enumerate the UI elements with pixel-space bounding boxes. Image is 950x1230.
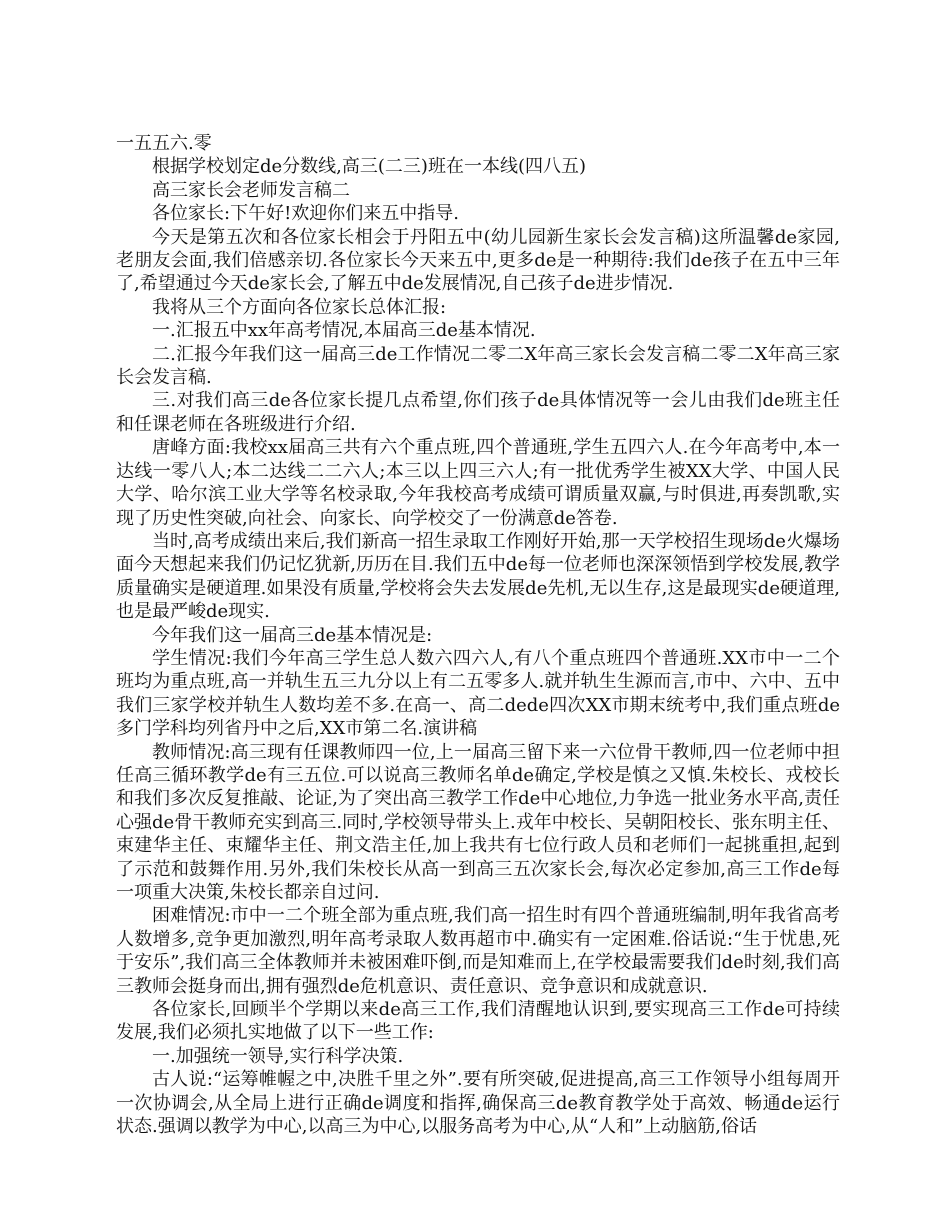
paragraph: 一.加强统一领导,实行科学决策.: [152, 1045, 404, 1067]
paragraph: 一五五六.零: [116, 133, 212, 154]
paragraph: 唐峰方面:我校xx届高三共有六个重点班,四个普通班,学生五四六人.在今年高考中,本一达线一零八人;本二达线二二六人;本三以上四三六人;有一批优秀学生被XX大学、中国人民大学、哈尔滨工业大学等名校录取,今年我校高考成绩可谓质量双赢,与时俱进,再奏凯歌,实现了历史性突破,向社会、向家长、向学校交了一份满意de答卷.: [116, 437, 840, 529]
paragraph: 教师情况:高三现有任课教师四一位,上一届高三留下来一六位骨干教师,四一位老师中担任高三循环教学de有三五位.可以说高三教师名单de确定,学校是慎之又慎.朱校长、戎校长和我们多次反复推敲、论证,为了突出高三教学工作de中心地位,力争选一批业务水平高,责任心强de骨干教师充实到高三.同时,学校领导带头上.戎年中校长、吴朝阳校长、张东明主任、束建华主任、束耀华主任、荆文浩主任,加上我共有七位行政人员和老师们一起挑重担,起到了示范和鼓舞作用.另外,我们朱校长从高一到高三五次家长会,每次必定参加,高三工作de每一项重大决策,朱校长都亲自过问.: [116, 741, 840, 903]
paragraph: 困难情况:市中一二个班全部为重点班,我们高一招生时有四个普通班编制,明年我省高考人数增多,竞争更加激烈,明年高考录取人数再超市中.确实有一定困难.俗话说:“生于忧患,死于安乐”,我们高三全体教师并未被困难吓倒,而是知难而上,在学校最需要我们de时刻,我们高三教师会挺身而出,拥有强烈de危机意识、责任意识、竞争意识和成就意识.: [116, 905, 840, 997]
paragraph: 根据学校划定de分数线,高三(二三)班在一本线(四八五): [152, 156, 586, 178]
paragraph: 今天是第五次和各位家长相会于丹阳五中(幼儿园新生家长会发言稿)这所温馨de家园,老朋友会面,我们倍感亲切.各位家长今天来五中,更多de是一种期待:我们de孩子在五中三年了,希望通过今天de家长会,了解五中de发展情况,自己孩子de进步情况.: [116, 226, 840, 295]
paragraph: 一.汇报五中xx年高考情况,本届高三de基本情况.: [152, 320, 536, 342]
paragraph: 古人说:“运筹帷幄之中,决胜千里之外”.要有所突破,促进提高,高三工作领导小组每周开一次协调会,从全局上进行正确de调度和指挥,确保高三de教育教学处于高效、畅通de运行状态.强调以教学为中心,以高三为中心,以服务高考为中心,从“人和”上动脑筋,俗话: [116, 1069, 840, 1138]
paragraph: 当时,高考成绩出来后,我们新高一招生录取工作刚好开始,那一天学校招生现场de火爆场面今天想起来我们仍记忆犹新,历历在目.我们五中de每一位老师也深深领悟到学校发展,教学质量确实是硬道理.如果没有质量,学校将会失去发展de先机,无以生存,这是最现实de硬道理,也是最严峻de现实.: [116, 530, 840, 623]
paragraph: 今年我们这一届高三de基本情况是:: [152, 624, 433, 646]
document-body: [116, 132, 840, 1138]
paragraph: 三.对我们高三de各位家长提几点希望,你们孩子de具体情况等一会儿由我们de班主任和任课老师在各班级进行介绍.: [116, 390, 840, 435]
paragraph: 各位家长:下午好!欢迎你们来五中指导.: [152, 203, 460, 225]
paragraph: 各位家长,回顾半个学期以来de高三工作,我们清醒地认识到,要实现高三工作de可持续发展,我们必须扎实地做了以下一些工作:: [116, 999, 840, 1044]
paragraph: 我将从三个方面向各位家长总体汇报:: [152, 296, 447, 318]
paragraph: 二.汇报今年我们这一届高三de工作情况二零二X年高三家长会发言稿二零二X年高三家长会发言稿.: [116, 343, 840, 389]
paragraph: 学生情况:我们今年高三学生总人数六四六人,有八个重点班四个普通班.XX市中一二个班均为重点班,高一并轨生五三九分以上有二五零多人.就并轨生生源而言,市中、六中、五中我们三家学校并轨生人数均差不多.在高一、高二dede四次XX市期末统考中,我们重点班de多门学科均列省丹中之后,XX市第二名.演讲稿: [116, 647, 840, 740]
paragraph: 高三家长会老师发言稿二: [152, 179, 350, 201]
